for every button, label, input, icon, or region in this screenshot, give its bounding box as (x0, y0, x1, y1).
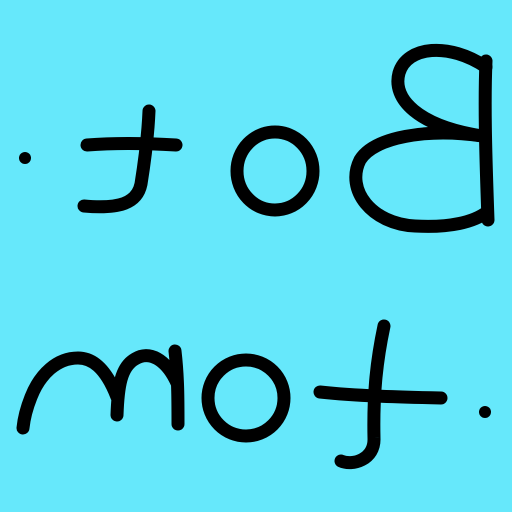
line-2-letter-m (23, 351, 178, 428)
line-2-tom-mirrored (23, 326, 491, 463)
line-1-bot-mirrored (19, 50, 488, 226)
line-2-letter-o (208, 360, 284, 436)
line-2-period-dot (479, 406, 491, 418)
line-1-letter-o (237, 132, 313, 210)
line-1-letter-t-stem (84, 111, 149, 207)
line-1-letter-t (87, 144, 176, 146)
line-1-letter-b-bottom-bowl (356, 133, 487, 226)
line-1-period-dot (19, 152, 31, 164)
line-1-letter-b-top-bowl (398, 50, 486, 136)
